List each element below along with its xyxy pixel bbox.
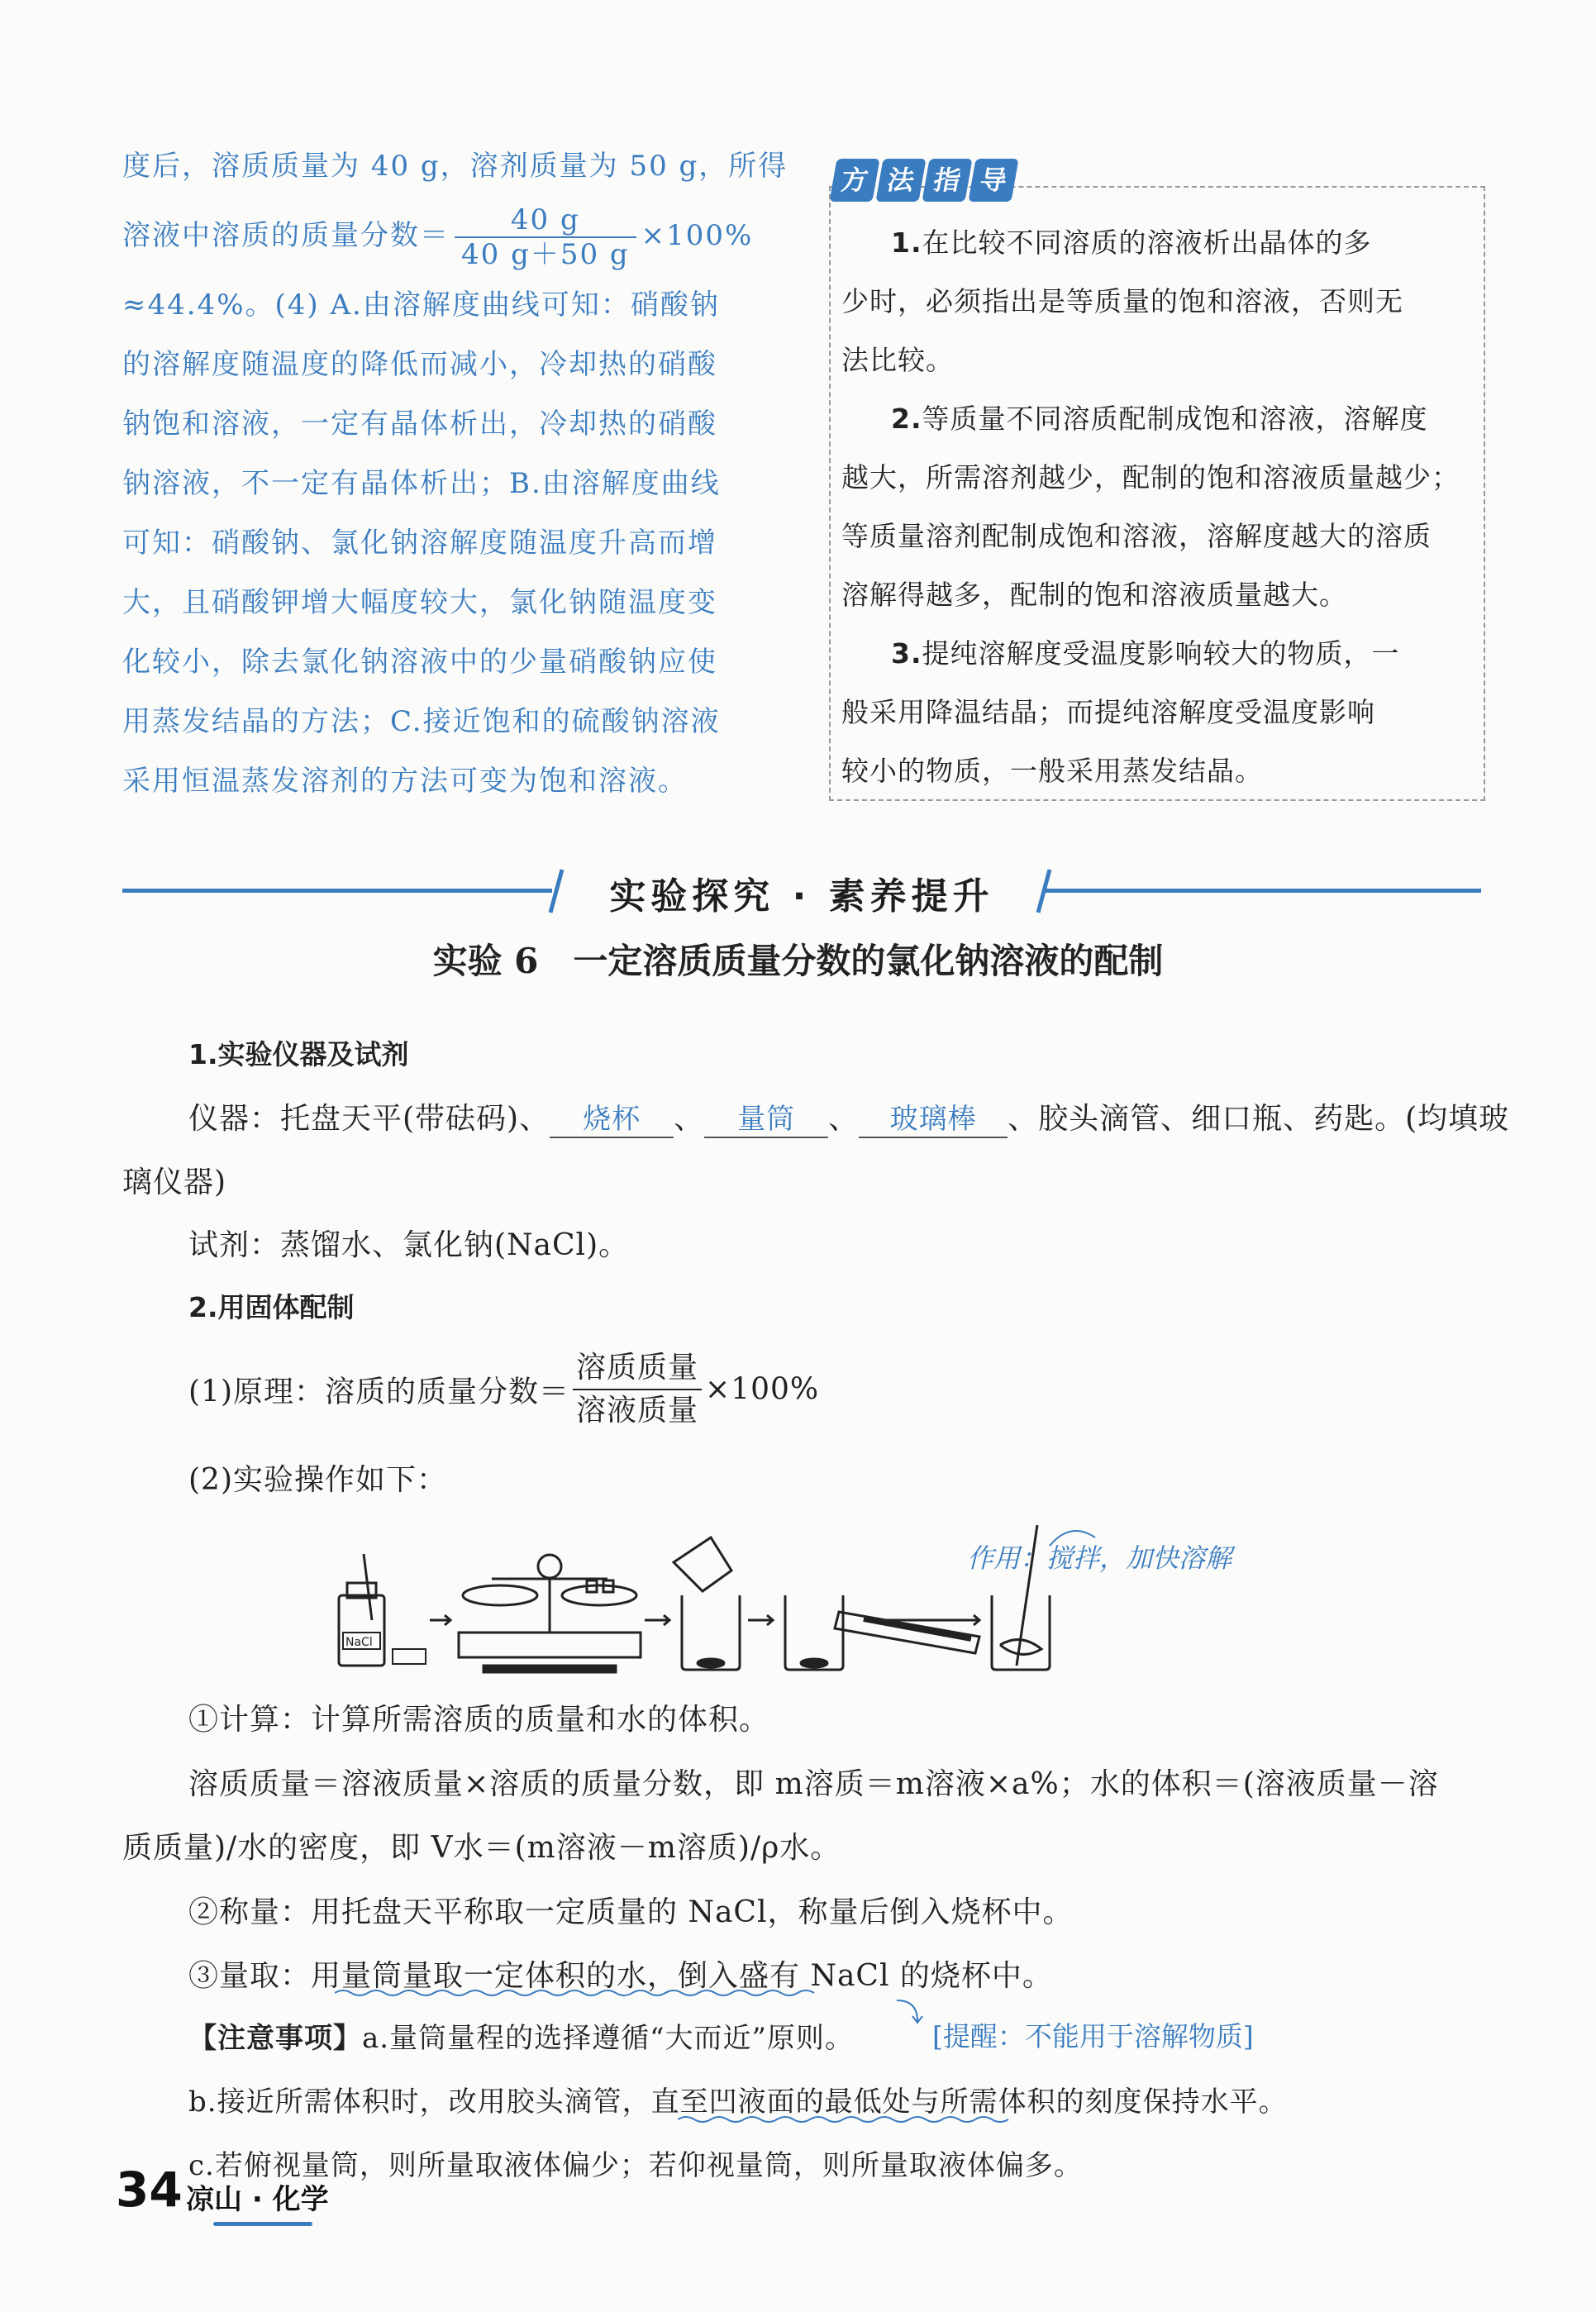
note-c-line: c.若俯视量筒，则所量取液体偏少；若仰视量筒，则所量取液体偏多。 [188, 2149, 1083, 2182]
instrument-line-2: 璃仪器) [122, 1166, 227, 1199]
calc-line-1: 溶质质量＝溶液质量×溶质的质量分数，即 m溶质＝m溶液×a%；水的体积＝(溶液质量－溶 [188, 1767, 1439, 1801]
answer-line: 的溶解度随温度的降低而减小，冷却热的硝酸 [122, 348, 717, 381]
graduated-cylinder-icon [835, 1612, 979, 1653]
answer-line: 可知：硝酸钠、氯化钠溶解度随温度升高而增 [122, 527, 717, 560]
svg-text:NaCl: NaCl [345, 1636, 373, 1649]
principle-line: (1)原理：溶质的质量分数＝ $\frac{\text{溶质质量}}{\text{溶液质量}}$ ×100% [188, 1347, 819, 1432]
answer-line: 用蒸发结晶的方法；C.接近饱和的硫酸钠溶液 [122, 705, 721, 738]
wavy-underline [678, 2114, 1025, 2124]
answer-line: 钠溶液，不一定有晶体析出；B.由溶解度曲线 [122, 467, 721, 500]
page-number: 34 [116, 2162, 183, 2218]
blank-answer-glass-rod: 玻璃棒 [859, 1096, 1008, 1138]
answer-line: 采用恒温蒸发溶剂的方法可变为饱和溶液。 [122, 765, 688, 798]
banner-line-right [1043, 889, 1481, 893]
section-banner: 实验探究 · 素养提升 [609, 875, 994, 918]
footer-label: 凉山 · 化学 [186, 2183, 329, 2216]
instrument-line: 仪器：托盘天平(带砝码)、 烧杯 、 量筒 、 玻璃棒 、胶头滴管、细口瓶、药匙。(均填玻 [188, 1095, 1509, 1138]
banner-slash-right [1031, 866, 1056, 916]
blank-answer-cylinder: 量筒 [704, 1096, 828, 1138]
footer-underline [213, 2222, 312, 2226]
beaker-icon [785, 1595, 843, 1670]
banner-slash-left [544, 866, 569, 916]
part2-heading: 2.用固体配制 [188, 1291, 355, 1323]
answer-line: 钠饱和溶液，一定有晶体析出，冷却热的硝酸 [122, 408, 717, 441]
calc-line-2: 质质量)/水的密度，即 V水＝(m溶液－m溶质)/ρ水。 [122, 1831, 841, 1865]
operation-line: (2)实验操作如下： [188, 1463, 447, 1497]
principle-fraction: $\frac{\text{溶质质量}}{\text{溶液质量}}$ [573, 1347, 702, 1432]
stirring-note: 作用：搅拌，加快溶解 [967, 1542, 1232, 1574]
wavy-underline [335, 1988, 831, 1998]
answer-line: 大，且硝酸钾增大幅度较大，氯化钠随温度变 [122, 586, 717, 619]
note-label: 【注意事项】 [188, 2022, 362, 2055]
answer-text-block [122, 136, 788, 811]
answer-line: 度后，溶质质量为 40 g，溶剂质量为 50 g，所得 [122, 150, 788, 183]
method-guide-tag: 方 法 指 导 [833, 159, 1015, 202]
balance-icon [459, 1555, 641, 1672]
mass-fraction: $\frac{40 g}{40 g+50 g}$ [455, 203, 636, 271]
banner-line-left [122, 889, 552, 893]
step-weigh: ②称量：用托盘天平称取一定质量的 NaCl，称量后倒入烧杯中。 [188, 1895, 1074, 1929]
reminder-arrow [893, 1996, 934, 2029]
part1-heading: 1.实验仪器及试剂 [188, 1038, 409, 1070]
answer-line: 化较小，除去氯化钠溶液中的少量硝酸钠应使 [122, 646, 717, 679]
reminder-note: [提醒：不能用于溶解物质] [932, 2020, 1254, 2052]
method-guide-text: 1.在比较不同溶质的溶液析出晶体的多 少时，必须指出是等质量的饱和溶液，否则无 法比较。 2.等质量不同溶质配制成饱和溶液，溶解度 越大，所需溶剂越少，配制的饱和溶液质量越少； 等质量溶剂配制成饱和溶液，溶解度越大的溶质 溶解得越多，配制的饱和溶液质量越大。 3.提纯溶解度受温度影响较大的物质，一 般采用降温结晶；而提纯溶解度受温度影响 较小的物质，一般采用蒸发结晶。 [841, 226, 1460, 787]
note-a-line: 【注意事项】a.量筒量程的选择遵循“大而近”原则。 [188, 2022, 854, 2055]
experiment-title: 实验 6 一定溶质质量分数的氯化钠溶液的配制 [432, 941, 1164, 981]
note-b-line: b.接近所需体积时，改用胶头滴管，直至凹液面的最低处与所需体积的刻度保持水平。 [188, 2086, 1288, 2119]
answer-line: ≈44.4%。(4) A.由溶解度曲线可知：硝酸钠 [122, 288, 720, 322]
step-measure: ③量取：用量筒量取一定体积的水，倒入盛有 NaCl 的烧杯中。 [188, 1959, 1053, 1993]
reagent-line: 试剂：蒸馏水、氯化钠(NaCl)。 [188, 1228, 630, 1262]
blank-answer-beaker: 烧杯 [550, 1096, 674, 1138]
beaker-icon [674, 1537, 740, 1670]
step-calculate: ①计算：计算所需溶质的质量和水的体积。 [188, 1703, 770, 1737]
answer-line-fraction: 溶液中溶质的质量分数＝ $\frac{40 g}{40 g+50 g}$ ×100% [122, 203, 754, 271]
